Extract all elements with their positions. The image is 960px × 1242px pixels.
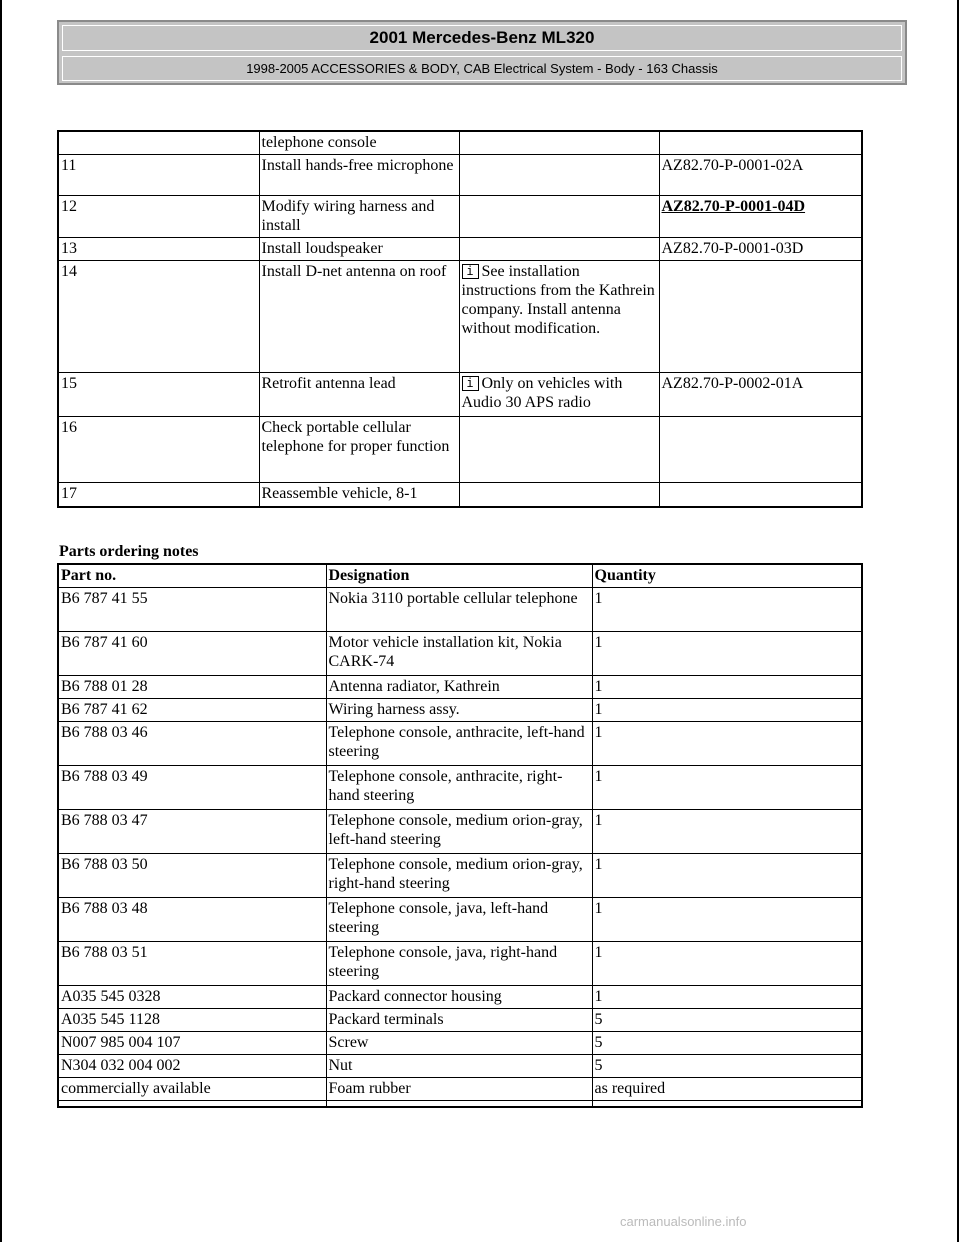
step-number: 13 (58, 238, 259, 261)
parts-quantity: 1 (592, 722, 862, 766)
parts-part-no: B6 788 03 49 (58, 766, 326, 810)
parts-part-no: A035 545 0328 (58, 986, 326, 1009)
parts-quantity: 1 (592, 810, 862, 854)
parts-row (58, 676, 862, 699)
parts-row (58, 854, 862, 898)
parts-part-no: B6 788 03 47 (58, 810, 326, 854)
note-info-icon: i (462, 376, 479, 391)
parts-quantity: 1 (592, 766, 862, 810)
step-reference (659, 131, 862, 155)
step-note-text: Only on vehicles with Audio 30 APS radio (461, 375, 623, 411)
step-note (459, 417, 659, 483)
step-reference: AZ82.70-P-0001-02A (659, 155, 862, 196)
parts-row (58, 898, 862, 942)
parts-quantity: 1 (592, 588, 862, 632)
step-task: Retrofit antenna lead (259, 373, 459, 417)
step-reference: AZ82.70-P-0001-03D (659, 238, 862, 261)
parts-part-no: A035 545 1128 (58, 1009, 326, 1032)
parts-quantity: 1 (592, 676, 862, 699)
step-note (459, 238, 659, 261)
parts-row (58, 632, 862, 676)
step-row (58, 483, 862, 507)
step-task: Install D-net antenna on roof (259, 261, 459, 373)
parts-row (58, 1009, 862, 1032)
parts-designation: Foam rubber (326, 1078, 592, 1101)
parts-part-no: N007 985 004 107 (58, 1032, 326, 1055)
parts-quantity: 1 (592, 942, 862, 986)
parts-designation: Telephone console, anthracite, right-hand steering (326, 766, 592, 810)
parts-quantity: 1 (592, 699, 862, 722)
step-note (459, 196, 659, 238)
parts-part-no: B6 788 03 51 (58, 942, 326, 986)
step-reference (659, 261, 862, 373)
parts-designation: Telephone console, medium orion-gray, left-hand steering (326, 810, 592, 854)
step-reference-link[interactable]: AZ82.70-P-0001-04D (661, 198, 806, 215)
document-header (57, 20, 907, 85)
parts-part-no: B6 788 03 48 (58, 898, 326, 942)
procedure-steps-table (57, 130, 863, 508)
parts-designation: Screw (326, 1032, 592, 1055)
step-reference-cell (659, 196, 862, 238)
step-number (58, 131, 259, 155)
step-number: 15 (58, 373, 259, 417)
parts-designation: Telephone console, java, left-hand steering (326, 898, 592, 942)
parts-part-no: N304 032 004 002 (58, 1055, 326, 1078)
step-task: Install loudspeaker (259, 238, 459, 261)
parts-part-no: B6 788 01 28 (58, 676, 326, 699)
parts-designation (326, 1101, 592, 1107)
step-row (58, 373, 862, 417)
parts-part-no (58, 1101, 326, 1107)
header-part-no: Part no. (58, 564, 326, 588)
step-note (459, 373, 659, 417)
parts-part-no: commercially available (58, 1078, 326, 1101)
step-reference (659, 417, 862, 483)
step-task: telephone console (259, 131, 459, 155)
page-border-left (0, 0, 2, 1242)
step-row (58, 238, 862, 261)
step-number: 12 (58, 196, 259, 238)
document-title: 2001 Mercedes-Benz ML320 (62, 25, 902, 51)
parts-designation: Antenna radiator, Kathrein (326, 676, 592, 699)
page-border-right (957, 0, 959, 1242)
step-row (58, 155, 862, 196)
step-row (58, 417, 862, 483)
parts-quantity: as required (592, 1078, 862, 1101)
parts-designation: Motor vehicle installation kit, Nokia CARK-74 (326, 632, 592, 676)
parts-part-no: B6 787 41 62 (58, 699, 326, 722)
parts-quantity: 5 (592, 1009, 862, 1032)
parts-ordering-title: Parts ordering notes (59, 543, 199, 560)
note-info-icon: i (462, 264, 479, 279)
step-task: Reassemble vehicle, 8-1 (259, 483, 459, 507)
step-row (58, 261, 862, 373)
step-number: 14 (58, 261, 259, 373)
header-designation: Designation (326, 564, 592, 588)
step-row (58, 196, 862, 238)
step-note (459, 261, 659, 373)
parts-row (58, 1032, 862, 1055)
step-reference: AZ82.70-P-0002-01A (659, 373, 862, 417)
step-number: 11 (58, 155, 259, 196)
parts-row (58, 588, 862, 632)
parts-quantity: 5 (592, 1032, 862, 1055)
parts-quantity: 1 (592, 632, 862, 676)
parts-quantity: 1 (592, 986, 862, 1009)
parts-designation: Telephone console, anthracite, left-hand steering (326, 722, 592, 766)
parts-row (58, 810, 862, 854)
parts-row (58, 766, 862, 810)
step-row (58, 131, 862, 155)
parts-row (58, 722, 862, 766)
parts-ordering-table (57, 563, 863, 1108)
step-task: Install hands-free microphone (259, 155, 459, 196)
parts-part-no: B6 788 03 50 (58, 854, 326, 898)
header-quantity: Quantity (592, 564, 862, 588)
parts-part-no: B6 787 41 60 (58, 632, 326, 676)
document-subtitle: 1998-2005 ACCESSORIES & BODY, CAB Electrical System - Body - 163 Chassis (62, 56, 902, 81)
parts-row (58, 1078, 862, 1101)
parts-quantity: 5 (592, 1055, 862, 1078)
parts-quantity (592, 1101, 862, 1107)
parts-row (58, 942, 862, 986)
watermark: carmanualsonline.info (620, 1214, 747, 1229)
step-task: Check portable cellular telephone for proper function (259, 417, 459, 483)
parts-designation: Wiring harness assy. (326, 699, 592, 722)
step-number: 16 (58, 417, 259, 483)
step-reference (659, 483, 862, 507)
parts-part-no: B6 788 03 46 (58, 722, 326, 766)
parts-part-no: B6 787 41 55 (58, 588, 326, 632)
parts-quantity: 1 (592, 898, 862, 942)
parts-designation: Packard terminals (326, 1009, 592, 1032)
parts-row (58, 986, 862, 1009)
step-note (459, 155, 659, 196)
parts-designation: Telephone console, medium orion-gray, right-hand steering (326, 854, 592, 898)
step-number: 17 (58, 483, 259, 507)
step-note (459, 131, 659, 155)
parts-designation: Nokia 3110 portable cellular telephone (326, 588, 592, 632)
step-task: Modify wiring harness and install (259, 196, 459, 238)
step-note-text: See installation instructions from the Kathrein company. Install antenna without modification. (461, 263, 655, 337)
parts-row (58, 699, 862, 722)
parts-designation: Nut (326, 1055, 592, 1078)
step-note (459, 483, 659, 507)
parts-row (58, 1055, 862, 1078)
parts-designation: Telephone console, java, right-hand steering (326, 942, 592, 986)
parts-designation: Packard connector housing (326, 986, 592, 1009)
parts-quantity: 1 (592, 854, 862, 898)
parts-row (58, 1101, 862, 1107)
parts-header-row (58, 564, 862, 588)
